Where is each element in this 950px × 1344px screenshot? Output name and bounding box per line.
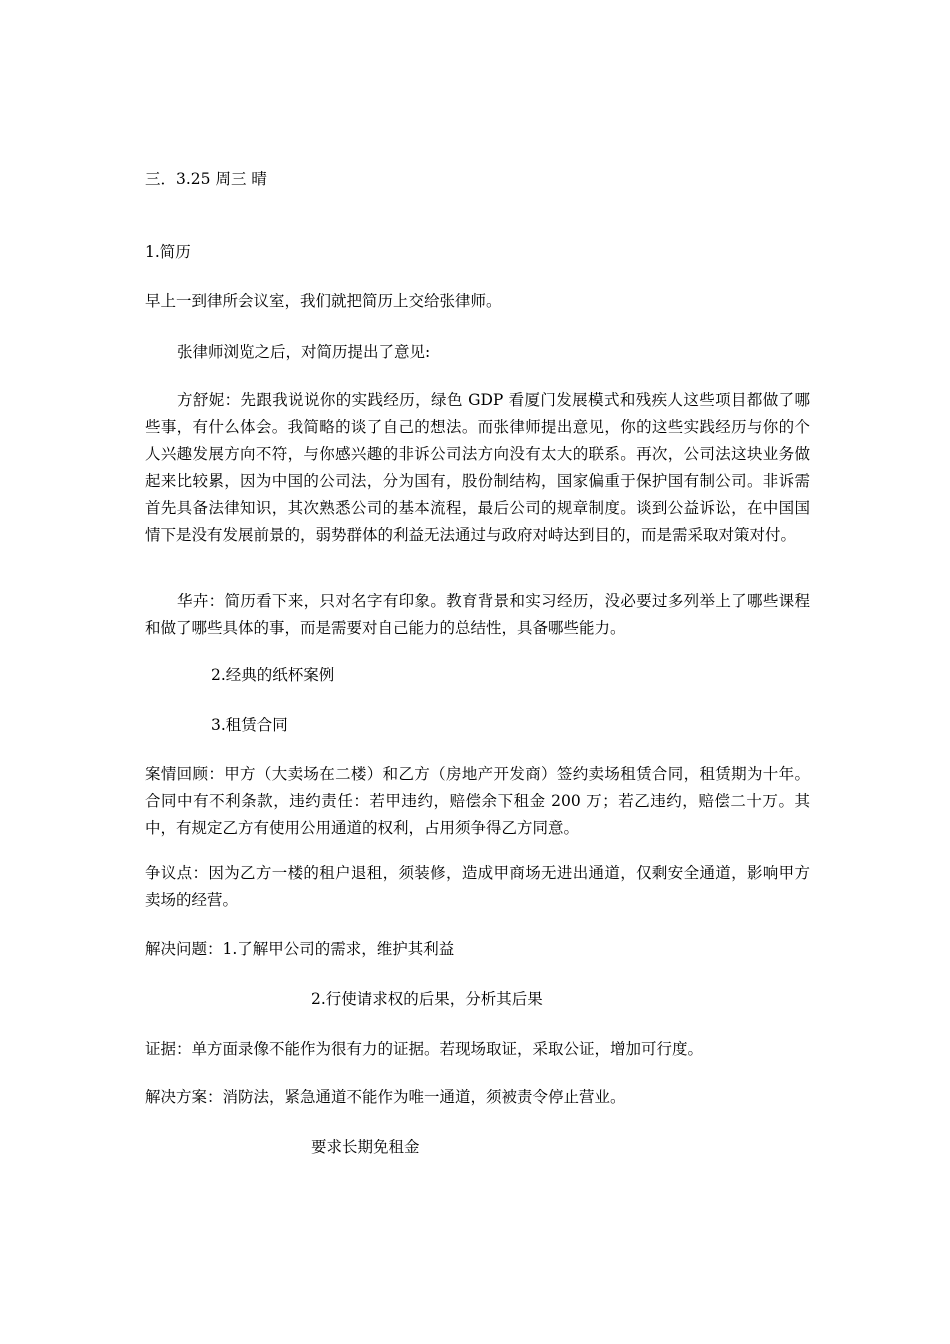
paragraph-resume-review: 张律师浏览之后，对简历提出了意见:	[177, 343, 431, 361]
section-title-lease: 3.租赁合同	[211, 716, 288, 734]
paragraph-problem-2: 2.行使请求权的后果，分析其后果	[311, 990, 543, 1008]
paragraph-dispute: 争议点：因为乙方一楼的租户退租，须装修，造成甲商场无进出通道，仅剩安全通道，影响甲方卖场的经营。	[145, 864, 810, 909]
paragraph-case-review: 案情回顾：甲方（大卖场在二楼）和乙方（房地产开发商）签约卖场租赁合同，租赁期为十年。合同中有不利条款，违约责任：若甲违约，赔偿余下租金 200 万；若乙违约，赔偿二十万。其中，有规定乙方有使用公用通道的权利，占用须争得乙方同意。	[145, 765, 810, 837]
paragraph-fang-comment: 方舒妮：先跟我说说你的实践经历，绿色 GDP 看厦门发展模式和残疾人这些项目都做了哪些事，有什么体会。我简略的谈了自己的想法。而张律师提出意见，你的这些实践经历与你的个人兴趣发展方向不符，与你感兴趣的非诉公司法方向没有太大的联系。再次，公司法这块业务做起来比较累，因为中国的公司法，分为国有，股份制结构，国家偏重于保护国有制公司。非诉需首先具备法律知识，其次熟悉公司的基本流程，最后公司的规章制度。谈到公益诉讼，在中国国情下是没有发展前景的，弱势群体的利益无法通过与政府对峙达到目的，而是需采取对策对付。	[145, 391, 810, 544]
section-title-cup-case: 2.经典的纸杯案例	[211, 666, 335, 684]
paragraph-problem-1: 解决问题：1.了解甲公司的需求，维护其利益	[145, 940, 455, 958]
paragraph-resume-intro: 早上一到律所会议室，我们就把简历上交给张律师。	[145, 292, 502, 310]
diary-heading: 三．3.25 周三 晴	[145, 170, 267, 188]
paragraph-evidence: 证据：单方面录像不能作为很有力的证据。若现场取证，采取公证，增加可行度。	[145, 1040, 704, 1058]
paragraph-solution-2: 要求长期免租金	[311, 1138, 420, 1156]
paragraph-solution-1: 解决方案：消防法，紧急通道不能作为唯一通道，须被责令停止营业。	[145, 1088, 626, 1106]
paragraph-hua-comment: 华卉：简历看下来，只对名字有印象。教育背景和实习经历，没必要过多列举上了哪些课程和做了哪些具体的事，而是需要对自己能力的总结性，具备哪些能力。	[145, 592, 810, 637]
section-title-resume: 1.简历	[145, 243, 191, 261]
